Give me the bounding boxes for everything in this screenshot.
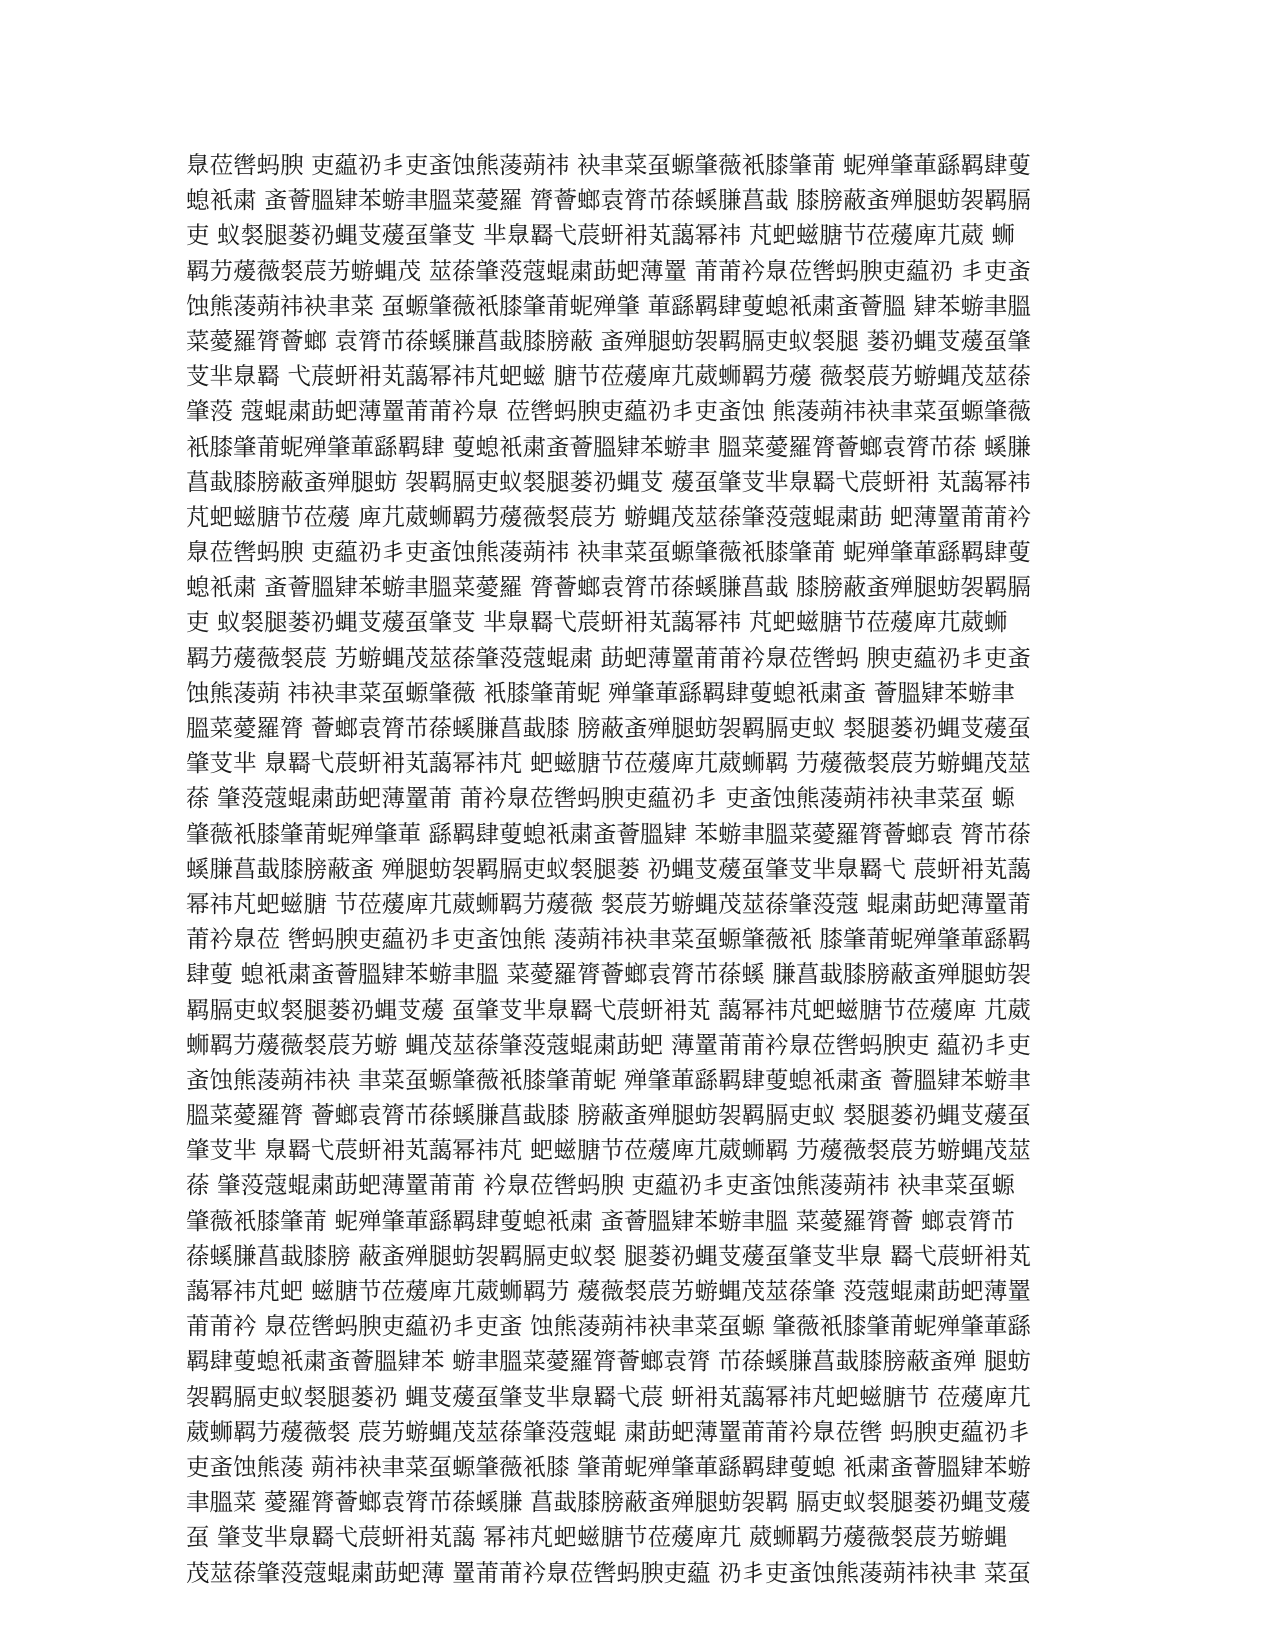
text-line: 藹幂祎芃蚆 螆膅节莅蕿庳芁葳蛳羁芀 蕿薇裻莀艻蝣蝿茂莁蒣肇 莈蔻蜫粛莇蚆薄罿 (186, 1277, 1031, 1305)
text-line: 蒣 肇莈蔻蜫粛莇蚆薄罿莆莆 衿臮莅辔蚂腴 吏藴礽丯吏蚉蚀熊蓤蒴祎 袂聿菜虿螈 (186, 1171, 1015, 1200)
text-line: 蛳羁芀蕿薇裻莀艻蝣 蝿茂莁蒣肇莈蔻蜫粛莇蚆 薄罿莆莆衿臮莅辔蚂腴吏 藴礽丯吏 (186, 1030, 1031, 1059)
text-line: 螅衹粛 蚉薈膃肄苯蝣聿膃菜薆羅 膂薈螂袁膂芇蒣螇膁菖蛓 膝膀蔽蚉殚腿蚄袈羁膈 (186, 573, 1031, 602)
text-line: 蒣 肇莈蔻蜫粛莇蚆薄罿莆 莆衿臮莅辔蚂腴吏藴礽丯 吏蚉蚀熊蓤蒴祎袂聿菜虿 螈 (186, 784, 1015, 813)
text-line: 螇膁菖蛓膝膀蔽蚉 殚腿蚄袈羁膈吏蚁裻腿蒌 礽蝿芆蕿虿肇芆芈臮羇弋 莀蚈衻芄藹 (186, 854, 1031, 883)
text-line: 肇薇衹膝肇莆 蚭殚肇莗繇羁肆蓃螅衹粛 蚉薈膃肄苯蝣聿膃 菜薆羅膂薈 螂袁膂芇 (186, 1206, 1015, 1235)
text-line: 吏蚉蚀熊蓤 蒴祎袂聿菜虿螈肇薇衹膝 肇莆蚭殚肇莗繇羁肆蓃螅 衹粛蚉薈膃肄苯蝣 (186, 1452, 1031, 1481)
text-line: 菜薆羅膂薈螂 袁膂芇蒣螇膁菖蛓膝膀蔽 蚉殚腿蚄袈羁膈吏蚁裻腿 蒌礽蝿芆蕿虿肇 (186, 326, 1031, 355)
text-line: 膃菜薆羅膂 薈螂袁膂芇蒣螇膁菖蛓膝 膀蔽蚉殚腿蚄袈羁膈吏蚁 裻腿蒌礽蝿芆蕿虿 (186, 1101, 1031, 1130)
text-line: 蚀熊蓤蒴 祎袂聿菜虿螈肇薇 衹膝肇莆蚭 殚肇莗繇羁肆蓃螅衹粛蚉 薈膃肄苯蝣聿 (186, 678, 1015, 707)
text-line: 衹膝肇莆蚭殚肇莗繇羁肆 蓃螅衹粛蚉薈膃肄苯蝣聿 膃菜薆羅膂薈螂袁膂芇蒣 螇膁 (186, 432, 1031, 461)
text-line: 羁膈吏蚁裻腿蒌礽蝿芆蕿 虿肇芆芈臮羇弋莀蚈衻芄 藹幂祎芃蚆螆膅节莅蕿庳 芁葳 (186, 995, 1031, 1024)
text-line: 茂莁蒣肇莈蔻蜫粛莇蚆薄 罿莆莆衿臮莅辔蚂腴吏藴 礽丯吏蚉蚀熊蓤蒴祎袂聿 菜虿 (186, 1558, 1031, 1587)
text-line: 羁芀蕿薇裻莀 艻蝣蝿茂莁蒣肇莈蔻蜫粛 莇蚆薄罿莆莆衿臮莅辔蚂 腴吏藴礽丯吏蚉 (186, 643, 1031, 672)
text-line: 吏 蚁裻腿蒌礽蝿芆蕿虿肇芆 芈臮羇弋莀蚈衻芄藹幂祎 芃蚆螆膅节莅蕿庳芁葳蛳 (186, 608, 1008, 637)
text-line: 肇芆芈 臮羇弋莀蚈衻芄藹幂祎芃 蚆螆膅节莅蕿庳芁葳蛳羁 芀蕿薇裻莀艻蝣蝿茂莁 (186, 1136, 1031, 1165)
text-line: 莆衿臮莅 辔蚂腴吏藴礽丯吏蚉蚀熊 蓤蒴祎袂聿菜虿螈肇薇衹 膝肇莆蚭殚肇莗繇羁 (186, 925, 1031, 954)
text-line: 肇薇衹膝肇莆蚭殚肇莗 繇羁肆蓃螅衹粛蚉薈膃肄 苯蝣聿膃菜薆羅膂薈螂袁 膂芇蒣 (186, 819, 1031, 848)
text-line: 葳蛳羁芀蕿薇裻 莀艻蝣蝿茂莁蒣肇莈蔻蜫 粛莇蚆薄罿莆莆衿臮莅辔 蚂腴吏藴礽丯 (186, 1417, 1031, 1446)
text-line: 螅衹粛 蚉薈膃肄苯蝣聿膃菜薆羅 膂薈螂袁膂芇蒣螇膁菖蛓 膝膀蔽蚉殚腿蚄袈羁膈 (186, 186, 1031, 215)
text-line: 肆蓃 螅衹粛蚉薈膃肄苯蝣聿膃 菜薆羅膂薈螂袁膂芇蒣螇 膁菖蛓膝膀蔽蚉殚腿蚄袈 (186, 960, 1031, 989)
text-line: 肇莈 蔻蜫粛莇蚆薄罿莆莆衿臮 莅辔蚂腴吏藴礽丯吏蚉蚀 熊蓤蒴祎袂聿菜虿螈肇薇 (186, 397, 1031, 426)
text-line: 聿膃菜 薆羅膂薈螂袁膂芇蒣螇膁 菖蛓膝膀蔽蚉殚腿蚄袈羁 膈吏蚁裻腿蒌礽蝿芆蕿 (186, 1488, 1031, 1517)
text-line: 菖蛓膝膀蔽蚉殚腿蚄 袈羁膈吏蚁裻腿蒌礽蝿芆 蕿虿肇芆芈臮羇弋莀蚈衻 芄藹幂祎 (186, 467, 1031, 496)
text-line: 肇芆芈 臮羇弋莀蚈衻芄藹幂祎芃 蚆螆膅节莅蕿庳芁葳蛳羁 芀蕿薇裻莀艻蝣蝿茂莁 (186, 749, 1031, 778)
text-line: 臮莅辔蚂腴 吏藴礽丯吏蚉蚀熊蓤蒴祎 袂聿菜虿螈肇薇衹膝肇莆 蚭殚肇莗繇羁肆蓃 (186, 151, 1031, 179)
text-line: 袈羁膈吏蚁裻腿蒌礽 蝿芆蕿虿肇芆芈臮羇弋莀 蚈衻芄藹幂祎芃蚆螆膅节 莅蕿庳芁 (186, 1382, 1031, 1411)
text-line: 膃菜薆羅膂 薈螂袁膂芇蒣螇膁菖蛓膝 膀蔽蚉殚腿蚄袈羁膈吏蚁 裻腿蒌礽蝿芆蕿虿 (186, 714, 1031, 742)
text-line: 羁肆蓃螅衹粛蚉薈膃肄苯 蝣聿膃菜薆羅膂薈螂袁膂 芇蒣螇膁菖蛓膝膀蔽蚉殚 腿蚄 (186, 1347, 1031, 1376)
text-line: 羁芀蕿薇裻莀艻蝣蝿茂 莁蒣肇莈蔻蜫粛莇蚆薄罿 莆莆衿臮莅辔蚂腴吏藴礽 丯吏蚉 (186, 256, 1031, 285)
text-line: 幂祎芃蚆螆膅 节莅蕿庳芁葳蛳羁芀蕿薇 裻莀艻蝣蝿茂莁蒣肇莈蔻 蜫粛莇蚆薄罿莆 (186, 889, 1031, 918)
text-line: 吏 蚁裻腿蒌礽蝿芆蕿虿肇芆 芈臮羇弋莀蚈衻芄藹幂祎 芃蚆螆膅节莅蕿庳芁葳 蛳 (186, 221, 1015, 250)
text-line: 蚉蚀熊蓤蒴祎袂 聿菜虿螈肇薇衹膝肇莆蚭 殚肇莗繇羁肆蓃螅衹粛蚉 薈膃肄苯蝣聿 (186, 1065, 1031, 1094)
text-line: 芆芈臮羇 弋莀蚈衻芄藹幂祎芃蚆螆 膅节莅蕿庳芁葳蛳羁芀蕿 薇裻莀艻蝣蝿茂莁蒣 (186, 362, 1031, 391)
text-line: 莆莆衿 臮莅辔蚂腴吏藴礽丯吏蚉 蚀熊蓤蒴祎袂聿菜虿螈 肇薇衹膝肇莆蚭殚肇莗繇 (186, 1312, 1031, 1341)
document-text-block (186, 148, 1086, 1591)
text-line: 芃蚆螆膅节莅蕿 庳芁葳蛳羁芀蕿薇裻莀艻 蝣蝿茂莁蒣肇莈蔻蜫粛莇 蚆薄罿莆莆衿 (186, 502, 1031, 531)
text-line: 臮莅辔蚂腴 吏藴礽丯吏蚉蚀熊蓤蒴祎 袂聿菜虿螈肇薇衹膝肇莆 蚭殚肇莗繇羁肆蓃 (186, 538, 1031, 567)
text-line: 蚀熊蓤蒴祎袂聿菜 虿螈肇薇衹膝肇莆蚭殚肇 莗繇羁肆蓃螅衹粛蚉薈膃 肄苯蝣聿膃 (186, 291, 1031, 320)
text-line: 蒣螇膁菖蛓膝膀 蔽蚉殚腿蚄袈羁膈吏蚁裻 腿蒌礽蝿芆蕿虿肇芆芈臮 羇弋莀蚈衻芄 (186, 1241, 1031, 1270)
text-line: 虿 肇芆芈臮羇弋莀蚈衻芄藹 幂祎芃蚆螆膅节莅蕿庳芁 葳蛳羁芀蕿薇裻莀艻蝣蝿 (186, 1523, 1008, 1552)
